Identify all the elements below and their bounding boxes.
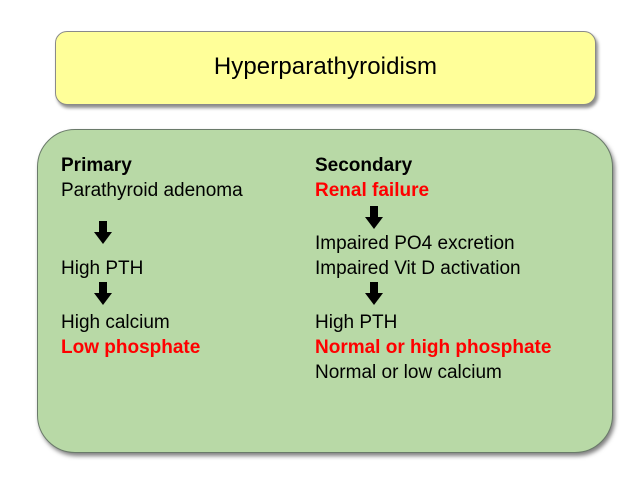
secondary-heading: Secondary bbox=[315, 155, 413, 176]
title-box bbox=[55, 31, 596, 105]
secondary-step-calcium: Normal or low calcium bbox=[315, 362, 502, 383]
secondary-step-phosphate: Normal or high phosphate bbox=[315, 337, 552, 358]
primary-heading: Primary bbox=[61, 155, 132, 176]
primary-step-high-calcium: High calcium bbox=[61, 312, 170, 333]
secondary-step-impaired-po4: Impaired PO4 excretion bbox=[315, 233, 515, 254]
primary-cause: Parathyroid adenoma bbox=[61, 180, 243, 201]
secondary-cause: Renal failure bbox=[315, 180, 430, 201]
secondary-step-impaired-vitd: Impaired Vit D activation bbox=[315, 258, 521, 279]
diagram-title: Hyperparathyroidism bbox=[213, 53, 438, 80]
primary-step-low-phosphate: Low phosphate bbox=[61, 337, 201, 358]
down-arrow-icon bbox=[365, 206, 383, 229]
comparison-panel bbox=[37, 129, 613, 453]
primary-step-high-pth: High PTH bbox=[61, 258, 144, 279]
down-arrow-icon bbox=[365, 282, 383, 305]
down-arrow-icon bbox=[94, 282, 112, 305]
down-arrow-icon bbox=[94, 221, 112, 244]
secondary-step-high-pth: High PTH bbox=[315, 312, 398, 333]
